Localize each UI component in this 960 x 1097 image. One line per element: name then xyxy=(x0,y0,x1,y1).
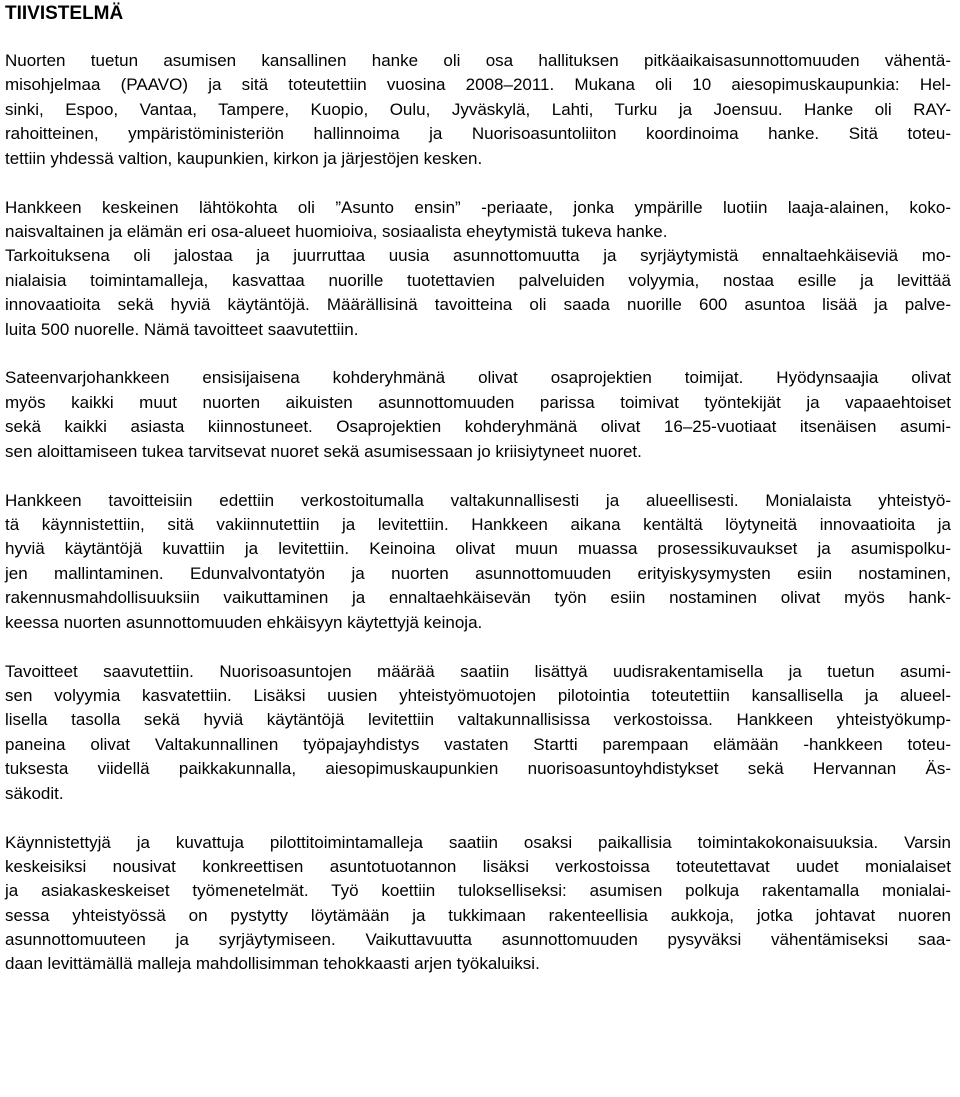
document-title: TIIVISTELMÄ xyxy=(5,3,124,24)
paragraph-gap xyxy=(5,171,951,196)
paragraph-line: nialaisia toimintamalleja, kasvattaa nuorille tuotettavien palveluiden volyymia, nostaa esille ja levittää xyxy=(5,270,951,290)
paragraph-line: myös kaikki muut nuorten aikuisten asunnottomuuden parissa toimivat työntekijät ja vapaaehtoiset xyxy=(5,392,951,412)
paragraph-line: sen aloittamiseen tukea tarvitsevat nuoret sekä asumisessaan jo kriisiytyneet nuoret. xyxy=(5,441,642,461)
paragraph-line: Tarkoituksena oli jalostaa ja juurruttaa uusia asunnottomuutta ja syrjäytymistä ennaltaehkäiseviä mo- xyxy=(5,246,951,266)
paragraph-line: luita 500 nuorelle. Nämä tavoitteet saavutettiin. xyxy=(5,319,359,339)
paragraph-gap xyxy=(5,342,951,367)
paragraph-line: tuksesta viidellä paikkakunnalla, aiesopimuskaupunkien nuorisoasuntoyhdistykset sekä Hervannan Äs- xyxy=(5,759,951,779)
paragraph-line: Hankkeen tavoitteisiin edettiin verkostoitumalla valtakunnallisesti ja alueellisesti. Monialaista yhteistyö- xyxy=(5,490,951,510)
paragraph-gap xyxy=(5,635,951,660)
paragraph-line: säkodit. xyxy=(5,783,64,803)
paragraph-line: naisvaltainen ja elämän eri osa-alueet huomioiva, sosiaalista eheytymistä tukeva hanke. xyxy=(5,221,668,241)
paragraph-line: daan levittämällä malleja mahdollisimman tehokkaasti arjen työkaluiksi. xyxy=(5,954,540,974)
paragraph-line: innovaatioita sekä hyviä käytäntöjä. Määrällisinä tavoitteina oli saada nuorille 600 asuntoa lisää ja palve- xyxy=(5,295,951,315)
paragraph-line: sinki, Espoo, Vantaa, Tampere, Kuopio, Oulu, Jyväskylä, Lahti, Turku ja Joensuu. Hanke oli RAY- xyxy=(5,99,951,119)
paragraph-gap xyxy=(5,464,951,489)
paragraph-5 xyxy=(5,660,951,806)
paragraph-line: misohjelmaa (PAAVO) ja sitä toteutettiin vuosina 2008–2011. Mukana oli 10 aiesopimuskaupunkia: Hel- xyxy=(5,75,951,95)
paragraph-line: asunnottomuuteen ja syrjäytymiseen. Vaikuttavuutta asunnottomuuden pysyväksi vähentämiseksi saa- xyxy=(5,930,951,950)
paragraph-line: ja asiakaskeskeiset työmenetelmät. Työ koettiin tulokselliseksi: asumisen polkuja rakentamalla monialai- xyxy=(5,881,951,901)
paragraph-line: Käynnistettyjä ja kuvattuja pilottitoimintamalleja saatiin osaksi paikallisia toimintakokonaisuuksia. Varsin xyxy=(5,832,951,852)
paragraph-line: lisella tasolla sekä hyviä käytäntöjä levitettiin valtakunnallisissa verkostoissa. Hankkeen yhteistyökump- xyxy=(5,710,951,730)
paragraph-line: keskeisiksi nousivat konkreettisen asuntotuotannon lisäksi verkostoissa toteutettavat uudet monialaiset xyxy=(5,856,951,876)
spacer xyxy=(5,25,951,49)
paragraph-line: rakennusmahdollisuuksiin vaikuttaminen ja ennaltaehkäisevän työn esiin nostaminen olivat myös hank- xyxy=(5,588,951,608)
paragraph-line: paneina olivat Valtakunnallinen työpajayhdistys vastaten Startti parempaan elämään -hankkeen toteu- xyxy=(5,734,951,754)
paragraph-line: hyviä käytäntöjä kuvattiin ja levitettiin. Keinoina olivat muun muassa prosessikuvaukset ja asumispolku- xyxy=(5,539,951,559)
paragraph-line: sen volyymia kasvatettiin. Lisäksi uusien yhteistyömuotojen pilotointia toteutettiin kansallisella ja alueel- xyxy=(5,685,951,705)
paragraph-line: Nuorten tuetun asumisen kansallinen hanke oli osa hallituksen pitkäaikaisasunnottomuuden vähentä- xyxy=(5,51,951,70)
paragraph-6 xyxy=(5,831,951,977)
paragraph-gap xyxy=(5,806,951,831)
paragraph-line: Tavoitteet saavutettiin. Nuorisoasuntojen määrää saatiin lisättyä uudisrakentamisella ja tuetun asumi- xyxy=(5,661,951,681)
paragraph-line: rahoitteinen, ympäristöministeriön hallinnoima ja Nuorisoasuntoliiton koordinoima hanke. Sitä toteu- xyxy=(5,124,951,144)
document-page xyxy=(5,0,951,977)
paragraph-line: Hankkeen keskeinen lähtökohta oli ”Asunto ensin” -periaate, jonka ympärille luotiin laaja-alainen, koko- xyxy=(5,197,951,217)
paragraph-line: keessa nuorten asunnottomuuden ehkäisyyn käytettyjä keinoja. xyxy=(5,612,483,632)
paragraph-line: sekä kaikki asiasta kiinnostuneet. Osaprojektien kohderyhmänä olivat 16–25-vuotiaat itsenäisen asumi- xyxy=(5,417,951,437)
paragraph-line: tä käynnistettiin, sitä vakiinnutettiin ja levitettiin. Hankkeen aikana kentältä löytyneitä innovaatioita ja xyxy=(5,515,951,535)
paragraph-line: tettiin yhdessä valtion, kaupunkien, kirkon ja järjestöjen kesken. xyxy=(5,148,483,168)
paragraph-line: sessa yhteistyössä on pystytty löytämään ja tukkimaan rakenteellisia aukkoja, jotka johtavat nuoren xyxy=(5,905,951,925)
paragraph-2 xyxy=(5,196,951,342)
paragraph-line: jen mallintaminen. Edunvalvontatyön ja nuorten asunnottomuuden erityiskysymysten esiin nostaminen, xyxy=(5,563,951,583)
paragraph-line: Sateenvarjohankkeen ensisijaisena kohderyhmänä olivat osaprojektien toimijat. Hyödynsaajia olivat xyxy=(5,368,951,388)
paragraph-1 xyxy=(5,49,951,171)
paragraph-4 xyxy=(5,489,951,635)
paragraph-3 xyxy=(5,366,951,464)
